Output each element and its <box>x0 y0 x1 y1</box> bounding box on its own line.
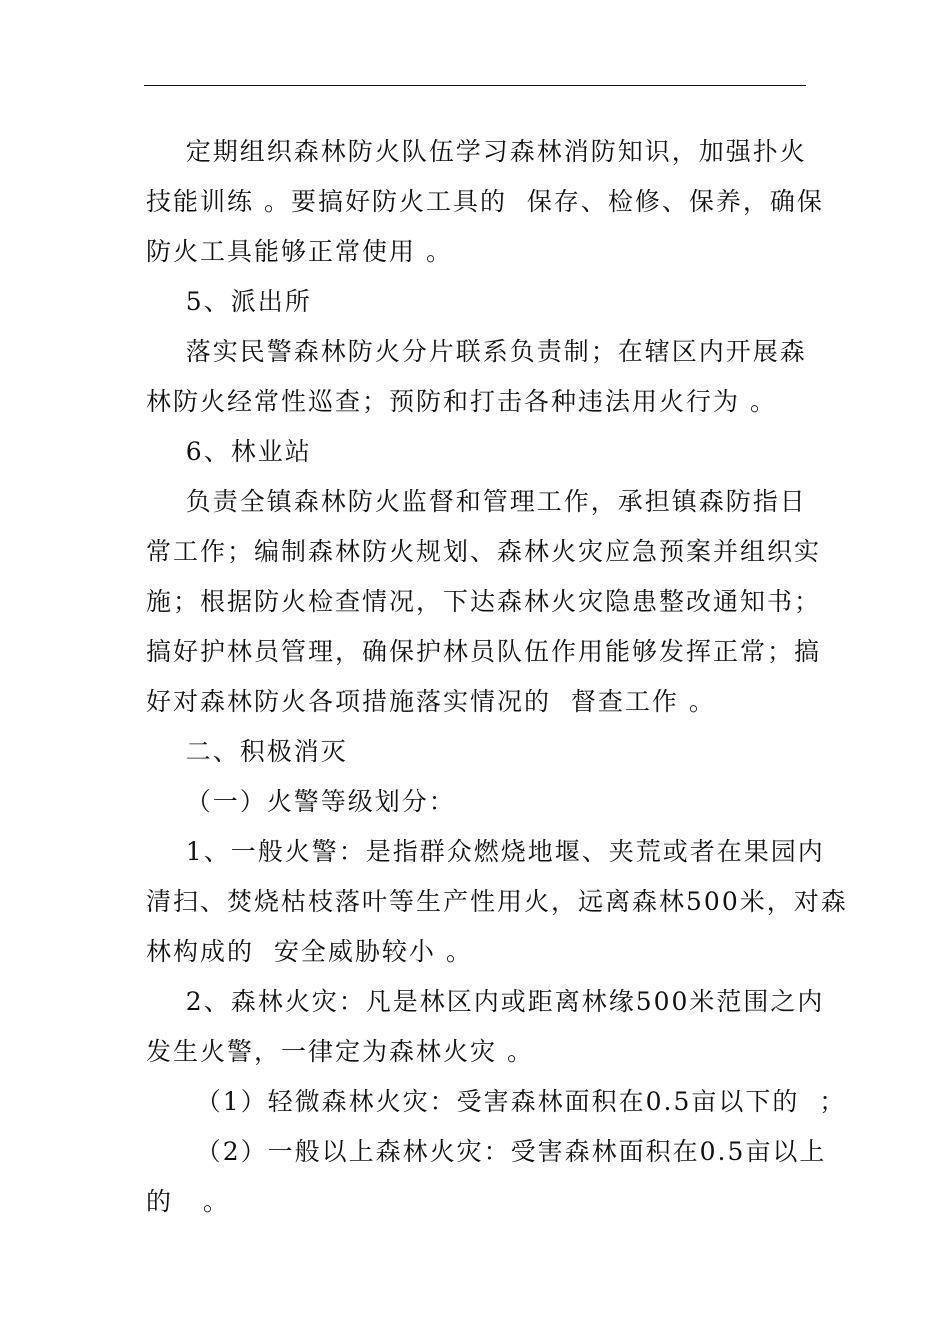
text-line: （1）轻微森林火灾：受害森林面积在0.5亩以下的 ； <box>146 1087 847 1116</box>
text-line: （2）一般以上森林火灾：受害森林面积在0.5亩以上 <box>146 1137 827 1166</box>
text-line: 技能训练 。要搞好防火工具的 保存、检修、保养，确保 <box>146 187 824 216</box>
text-line: 搞好护林员管理，确保护林员队伍作用能够发挥正常；搞 <box>146 637 822 666</box>
text-line: 发生火警，一律定为森林火灾 。 <box>146 1037 534 1066</box>
text-line: 林构成的 安全威胁较小 。 <box>146 937 473 966</box>
text-line: 1、一般火警：是指群众燃烧地堰、夹荒或者在果园内 <box>146 837 825 866</box>
text-line: 清扫、焚烧枯枝落叶等生产性用火，远离森林500米，对森 <box>146 887 848 916</box>
text-line: 落实民警森林防火分片联系负责制；在辖区内开展森 <box>146 337 807 366</box>
text-line: 林防火经常性巡查；预防和打击各种违法用火行为 。 <box>146 387 777 416</box>
text-line: 2、森林火灾：凡是林区内或距离林缘500米范围之内 <box>146 987 825 1016</box>
section-heading: 6、林业站 <box>146 437 312 466</box>
section-heading: 5、派出所 <box>146 287 312 316</box>
header-rule <box>144 85 806 86</box>
text-line: 常工作；编制森林防火规划、森林火灾应急预案并组织实 <box>146 537 822 566</box>
section-heading: 二、积极消灭 <box>146 737 348 766</box>
text-line: 防火工具能够正常使用 。 <box>146 237 453 266</box>
text-line: 定期组织森林防火队伍学习森林消防知识，加强扑火 <box>146 137 807 166</box>
text-line: 施；根据防火检查情况，下达森林火灾隐患整改通知书； <box>146 587 822 616</box>
text-line: 的 。 <box>146 1187 230 1216</box>
subsection-heading: （一）火警等级划分： <box>146 787 456 816</box>
text-line: 负责全镇森林防火监督和管理工作，承担镇森防指日 <box>146 487 807 516</box>
text-line: 好对森林防火各项措施落实情况的 督查工作 。 <box>146 687 716 716</box>
